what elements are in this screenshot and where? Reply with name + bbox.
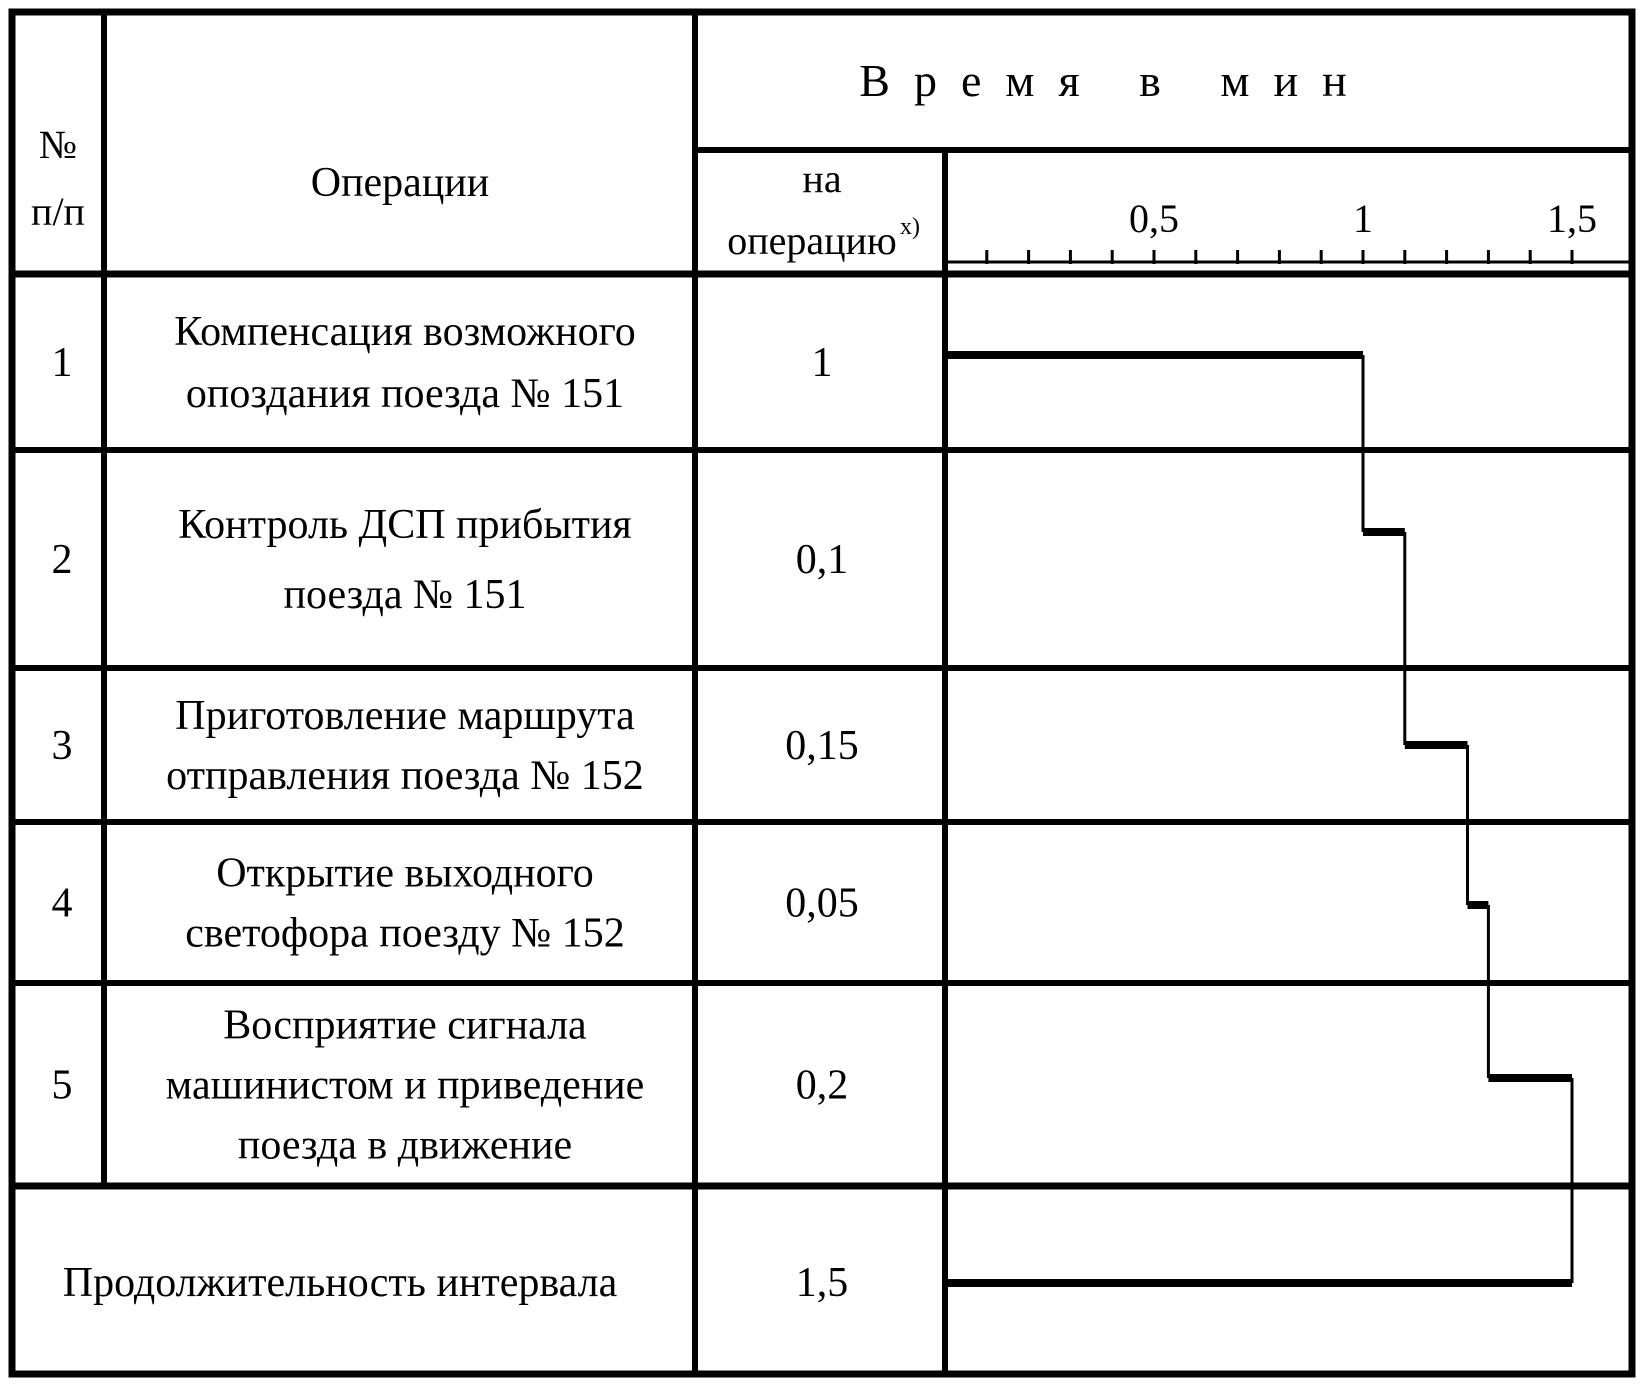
axis-tick-label: 0,5 xyxy=(1129,196,1179,241)
axis-tick-label: 1 xyxy=(1353,196,1373,241)
row-number: 5 xyxy=(51,1062,73,1109)
row-number: 3 xyxy=(51,723,73,769)
operation-duration: 1 xyxy=(811,340,833,386)
operation-duration: 0,1 xyxy=(795,537,849,583)
total-duration: 1,5 xyxy=(795,1260,849,1306)
operation-duration: 0,15 xyxy=(785,723,859,769)
row-number: 4 xyxy=(51,880,73,927)
operation-name: Приготовление маршрута xyxy=(175,693,635,739)
operations-header: Операции xyxy=(310,160,490,206)
duration-header-line2: операцию xyxy=(727,218,897,263)
operation-name: поезда № 151 xyxy=(283,572,527,618)
time-header: Время в мин xyxy=(859,55,1371,106)
number-header-line2: п/п xyxy=(31,189,85,234)
operation-name: машинистом и приведение xyxy=(165,1062,645,1109)
operation-name: Восприятие сигнала xyxy=(223,1002,587,1049)
table-rows xyxy=(52,309,859,1306)
operation-name: Контроль ДСП прибытия xyxy=(178,502,632,548)
operation-name: опоздания поезда № 151 xyxy=(185,371,625,417)
operation-name: Открытие выходного xyxy=(216,850,594,897)
time-axis xyxy=(945,196,1632,264)
operation-duration: 0,05 xyxy=(785,880,859,927)
duration-header-footnote: х) xyxy=(900,214,920,240)
row-number: 1 xyxy=(51,340,73,386)
axis-tick-label: 1,5 xyxy=(1547,196,1597,241)
operation-duration: 0,2 xyxy=(795,1062,849,1109)
operation-name: отправления поезда № 152 xyxy=(166,753,644,799)
total-label: Продолжительность интервала xyxy=(62,1260,618,1306)
number-header-line1: № xyxy=(38,122,78,167)
operation-name: поезда в движение xyxy=(237,1122,573,1169)
row-number: 2 xyxy=(51,537,73,583)
operation-name: светофора поезду № 152 xyxy=(185,910,625,957)
duration-header-line1: на xyxy=(802,156,842,201)
operation-name: Компенсация возможного xyxy=(174,309,636,355)
